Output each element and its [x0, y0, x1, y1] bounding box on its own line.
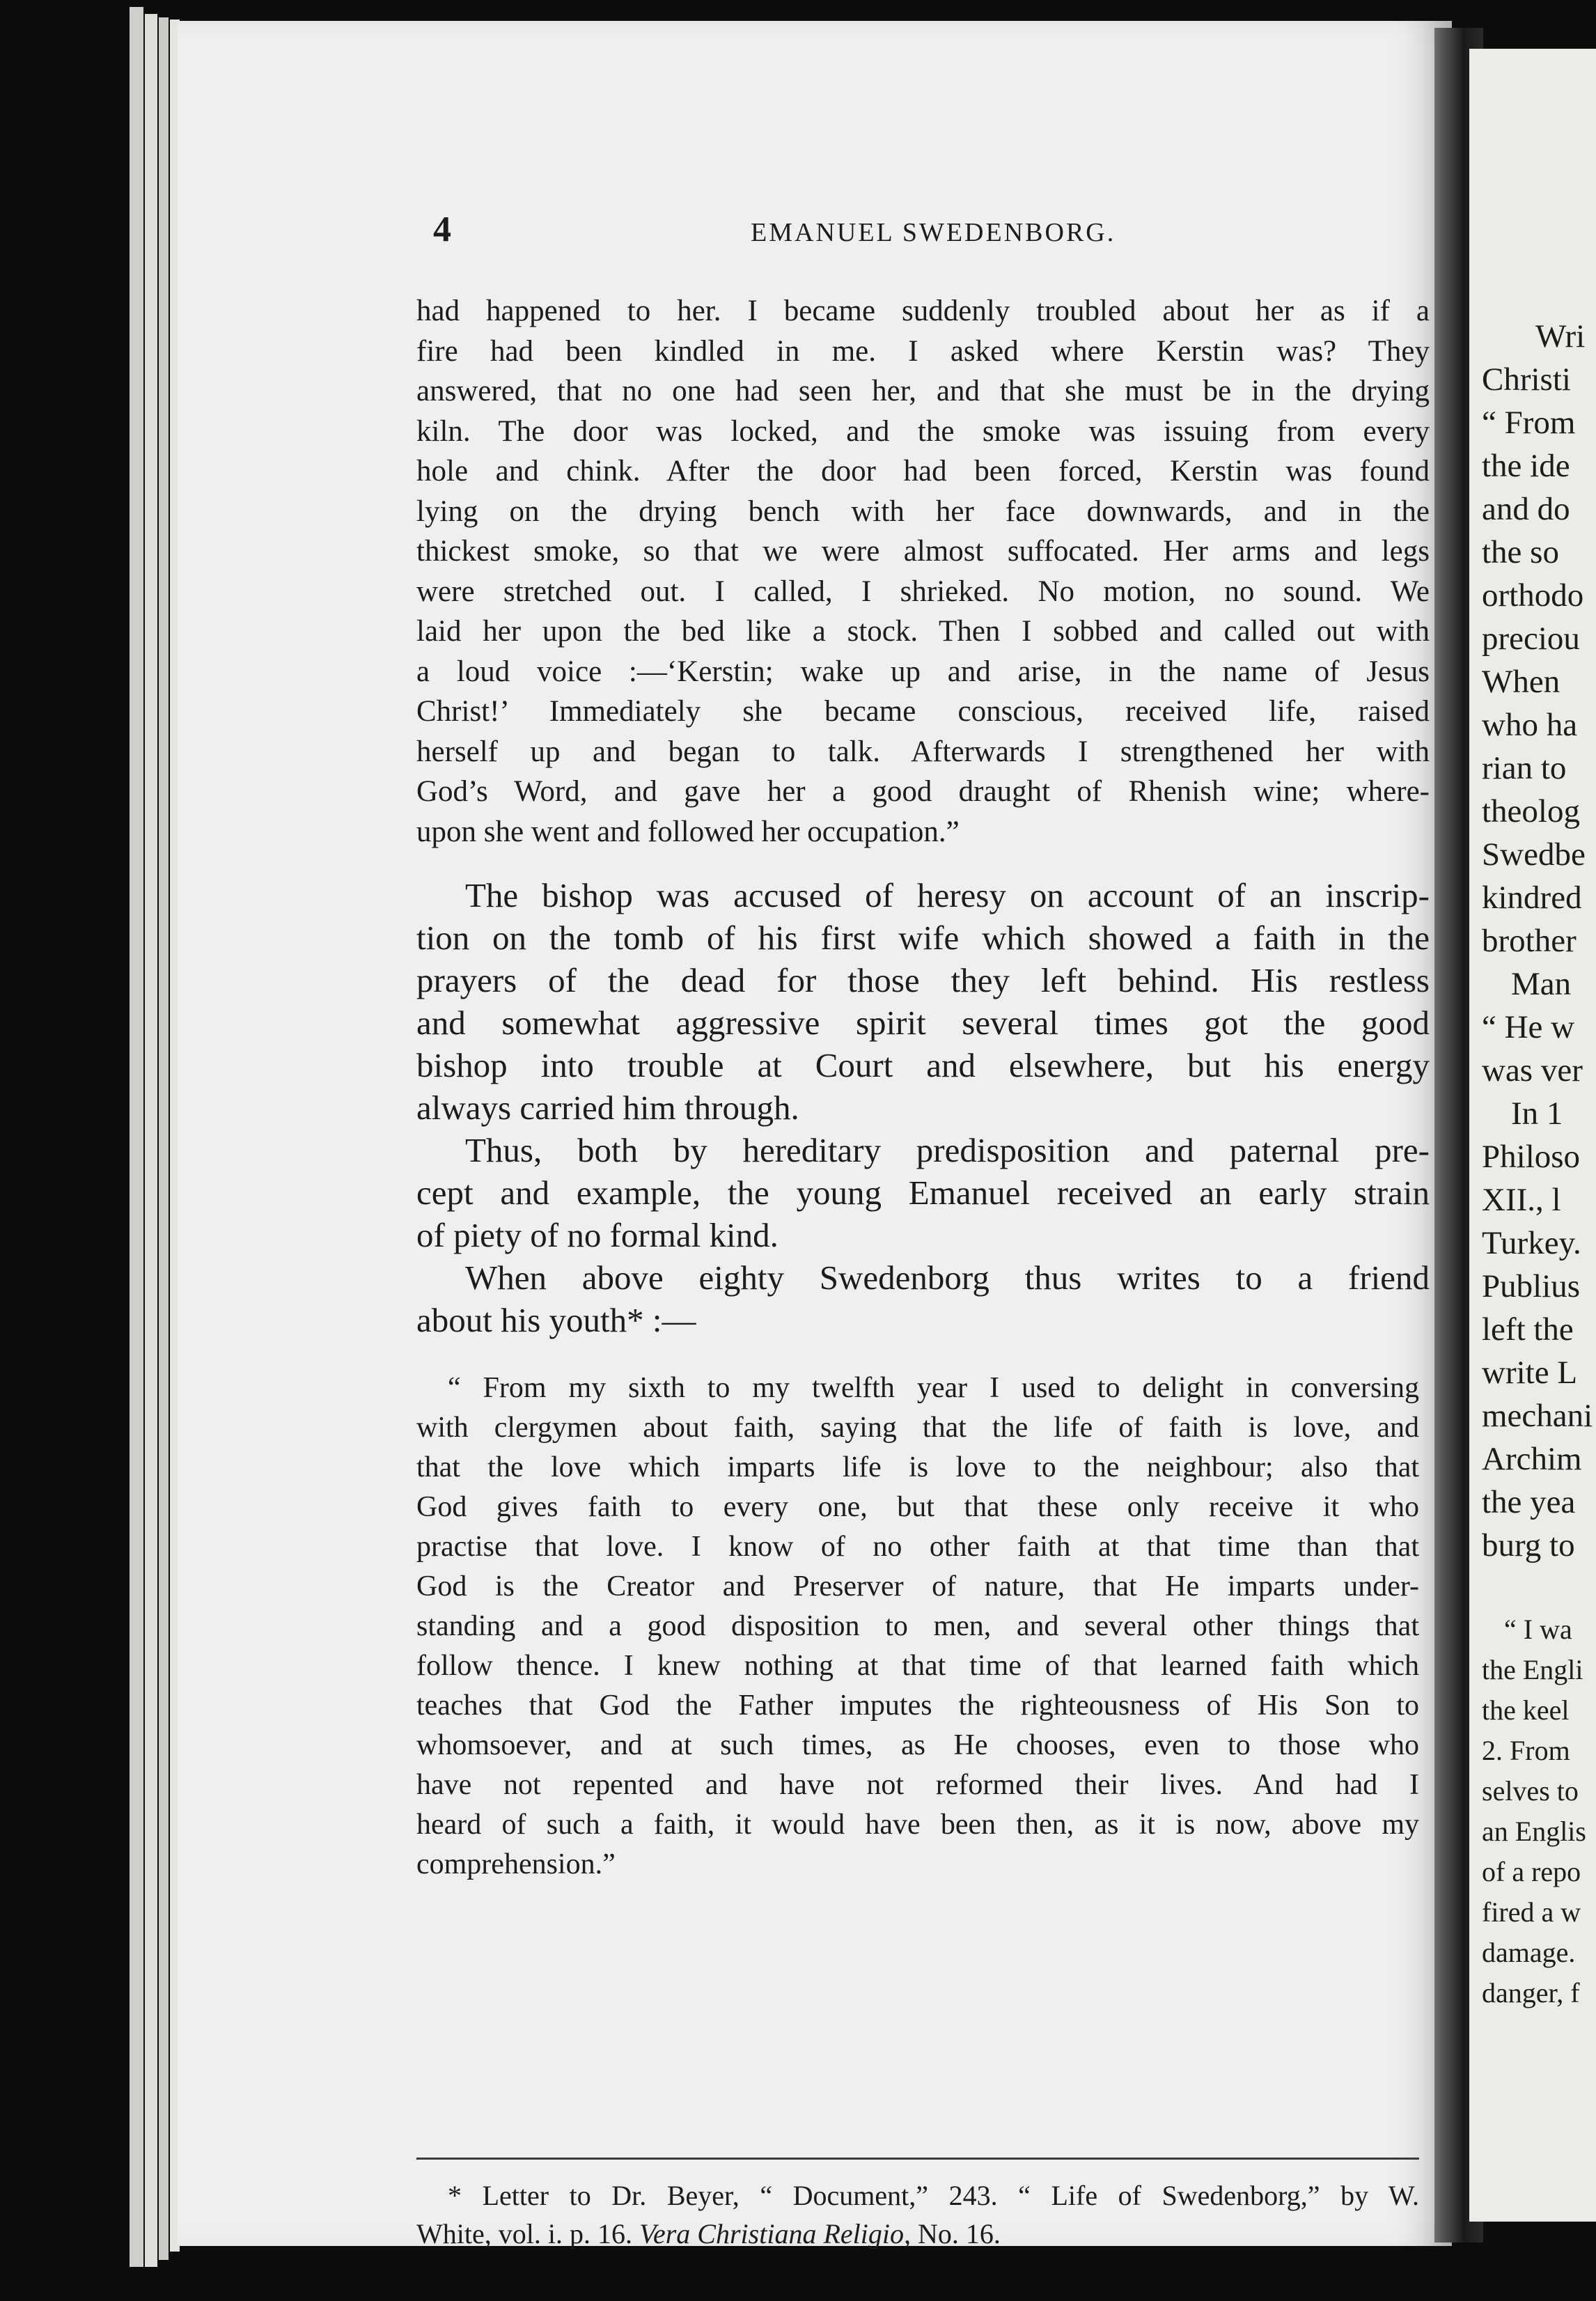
text-line: have not repented and have not reformed their lives. And had I — [416, 1769, 1419, 1801]
text-line: prayers of the dead for those they left behind. His restless — [416, 961, 1430, 999]
text-line: tion on the tomb of his first wife which showed a faith in the — [416, 919, 1430, 957]
running-head: EMANUEL SWEDENBORG. — [751, 218, 1116, 247]
text-line: hole and chink. After the door had been forced, Kerstin was found — [416, 455, 1430, 488]
text-line: teaches that God the Father imputes the righteousness of His Son to — [416, 1690, 1419, 1722]
page-stack-edge — [130, 7, 143, 2267]
page-number: 4 — [433, 210, 451, 249]
body-paragraphs — [416, 874, 1430, 1341]
right-page-line: damage. — [1482, 1937, 1576, 1968]
footnote-citation-end: No. 16. — [917, 2218, 1001, 2249]
text-line: Thus, both by hereditary predisposition and paternal pre- — [465, 1131, 1430, 1169]
text-line: thickest smoke, so that we were almost suffocated. Her arms and legs — [416, 535, 1430, 568]
quoted-story-paragraph — [416, 291, 1430, 852]
right-page-line: rian to — [1482, 750, 1567, 786]
footnote-title: Vera Christiana Religio, — [639, 2218, 911, 2249]
text-line: about his youth* :— — [416, 1301, 696, 1339]
text-line: had happened to her. I became suddenly troubled about her as if a — [416, 295, 1430, 327]
text-line: of piety of no formal kind. — [416, 1216, 779, 1254]
text-line: “ From my sixth to my twelfth year I used to delight in conversing — [448, 1372, 1419, 1404]
right-page-line: of a repo — [1482, 1856, 1581, 1887]
footnote — [416, 2176, 1419, 2253]
right-page-line: Archim — [1482, 1441, 1582, 1477]
footnote-line — [416, 2215, 1419, 2253]
right-page-line: burg to — [1482, 1527, 1575, 1563]
right-page-line: Wri — [1535, 318, 1586, 354]
text-line: lying on the drying bench with her face downwards, and in the — [416, 494, 1430, 528]
text-line: Christ!’ Immediately she became conscious, received life, raised — [416, 695, 1430, 728]
page-stack-edge — [145, 14, 157, 2267]
right-page-line: selves to — [1482, 1775, 1579, 1807]
text-line: fire had been kindled in me. I asked where Kerstin was? They — [416, 334, 1430, 368]
right-page-line: left the — [1482, 1311, 1574, 1348]
right-page-line: preciou — [1482, 621, 1580, 657]
text-line: God’s Word, and gave her a good draught of Rhenish wine; where- — [416, 775, 1430, 808]
right-page-line: When — [1482, 664, 1560, 700]
text-line: When above eighty Swedenborg thus writes to a friend — [465, 1258, 1430, 1297]
text-line: standing and a good disposition to men, and several other things that — [416, 1610, 1419, 1642]
right-page-line: who ha — [1482, 707, 1578, 743]
right-page-line: 2. From — [1482, 1735, 1570, 1766]
right-page-line: the yea — [1482, 1484, 1576, 1520]
right-page-line: Turkey. — [1482, 1225, 1581, 1261]
text-line: God is the Creator and Preserver of nature, that He imparts under- — [416, 1570, 1419, 1602]
text-line: follow thence. I knew nothing at that time of that learned faith which — [416, 1650, 1419, 1682]
text-line: cept and example, the young Emanuel received an early strain — [416, 1173, 1430, 1212]
right-page-line: Swedbe — [1482, 836, 1586, 873]
right-page-line: theolog — [1482, 793, 1580, 829]
right-page-line: brother — [1482, 923, 1577, 959]
text-line: heard of such a faith, it would have been then, as it is now, above my — [416, 1809, 1419, 1841]
right-page-line: Man — [1511, 966, 1572, 1002]
text-line: whomsoever, and at such times, as He chooses, even to those who — [416, 1729, 1419, 1761]
text-line: God gives faith to every one, but that these only receive it who — [416, 1491, 1419, 1523]
right-page-line: and do — [1482, 491, 1570, 527]
text-line: with clergymen about faith, saying that the life of faith is love, and — [416, 1412, 1419, 1444]
right-page-line: was ver — [1482, 1052, 1583, 1089]
right-page-line: the Engli — [1482, 1654, 1583, 1685]
footnote-rule — [416, 2158, 1419, 2160]
right-page-line: the keel — [1482, 1694, 1570, 1726]
right-page-line: the ide — [1482, 448, 1570, 484]
text-line: herself up and began to talk. Afterwards I strengthened her with — [416, 735, 1430, 768]
text-line: upon she went and followed her occupation.” — [416, 815, 960, 848]
right-page-line: In 1 — [1511, 1095, 1563, 1132]
right-page-line: danger, f — [1482, 1977, 1580, 2008]
text-line: and somewhat aggressive spirit several times got the good — [416, 1004, 1430, 1042]
right-page-line: kindred — [1482, 880, 1582, 916]
right-page-line: Publius — [1482, 1268, 1581, 1304]
page-stack-edge — [159, 17, 169, 2260]
text-line: comprehension.” — [416, 1848, 616, 1880]
text-line: that the love which imparts life is love to the neighbour; also that — [416, 1451, 1419, 1483]
right-page-line: “ He w — [1482, 1009, 1575, 1045]
text-line: The bishop was accused of heresy on account of an inscrip- — [465, 876, 1430, 914]
text-line: laid her upon the bed like a stock. Then I sobbed and called out with — [416, 615, 1430, 648]
text-line: bishop into trouble at Court and elsewhere, but his energy — [416, 1046, 1430, 1084]
text-line: practise that love. I know of no other faith at that time than that — [416, 1531, 1419, 1563]
right-page-line: Philoso — [1482, 1139, 1581, 1175]
text-line: a loud voice :—‘Kerstin; wake up and arise, in the name of Jesus — [416, 655, 1430, 688]
right-page-line: an Englis — [1482, 1816, 1586, 1847]
right-page-line: orthodo — [1482, 577, 1584, 614]
page-header — [0, 209, 1596, 251]
block-quote — [416, 1368, 1419, 1885]
text-line: kiln. The door was locked, and the smoke was issuing from every — [416, 414, 1430, 448]
right-page-line: the so — [1482, 534, 1559, 570]
right-page-line: fired a w — [1482, 1896, 1581, 1928]
right-page-line: “ From — [1482, 405, 1576, 441]
text-line: were stretched out. I called, I shrieked. No motion, no sound. We — [416, 575, 1430, 608]
right-page-line: write L — [1482, 1355, 1578, 1391]
footnote-line: * Letter to Dr. Beyer, “ Document,” 243. “ Life of Swedenborg,” by W. — [448, 2180, 1419, 2211]
text-line: always carried him through. — [416, 1089, 799, 1127]
right-page-fragment — [1469, 49, 1596, 2222]
footnote-citation: White, vol. i. p. 16. — [416, 2218, 632, 2249]
right-page-line: Christi — [1482, 361, 1571, 398]
right-page-line: “ I wa — [1504, 1614, 1572, 1645]
right-page-line: mechani — [1482, 1398, 1593, 1434]
text-line: answered, that no one had seen her, and that she must be in the drying — [416, 375, 1430, 407]
right-page-line: XII., l — [1482, 1182, 1561, 1218]
